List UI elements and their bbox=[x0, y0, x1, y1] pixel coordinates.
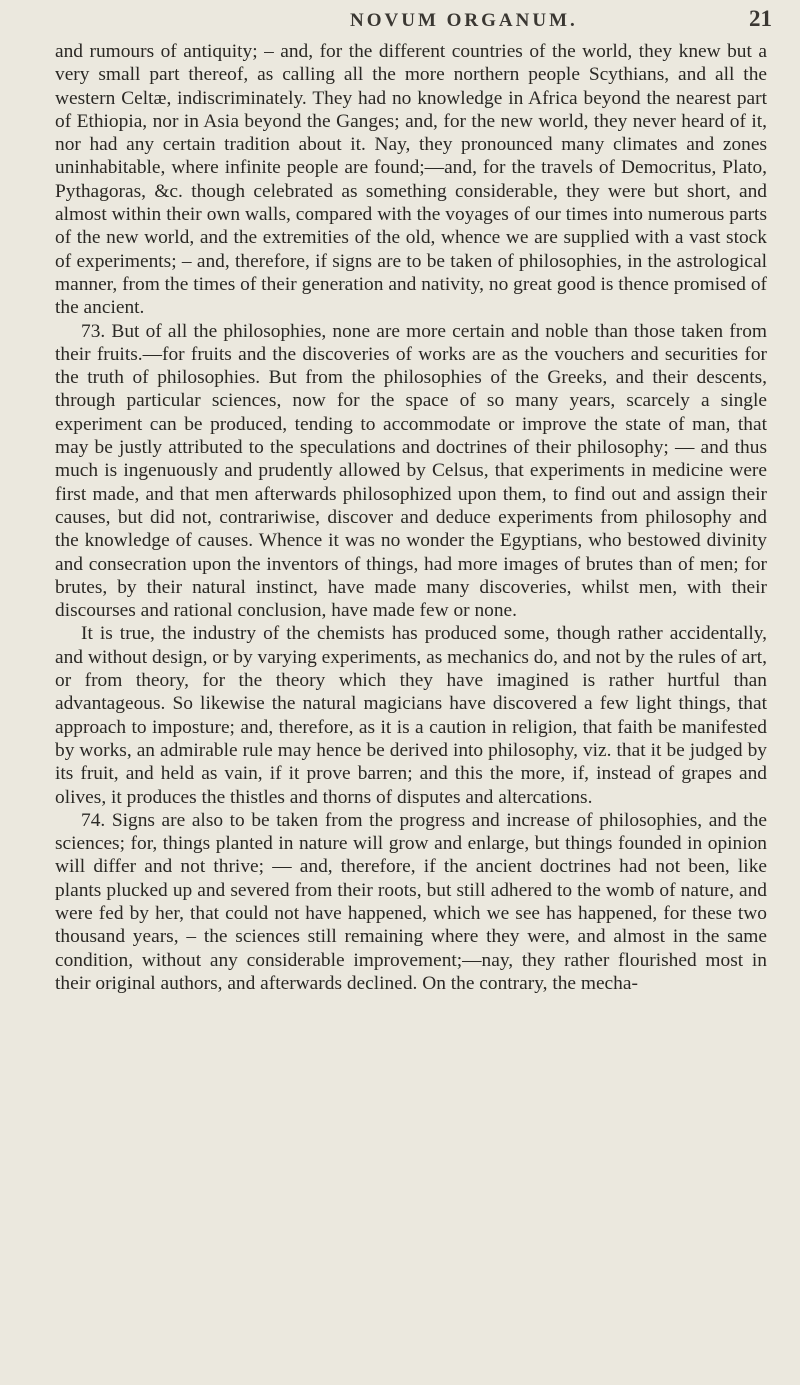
paragraph-continuation: and rumours of antiquity; – and, for the different countries of the world, they knew but a very small part thereof, as calling all the more northern people Scythians, and all the western Celtæ, indiscriminately. They had no knowledge in Africa beyond the nearest part of Ethiopia, nor in Asia beyond the Ganges; and, for the new world, they never heard of it, nor had any certain tradition about it. Nay, they pronounced many climates and zones uninhabitable, where infinite people are found;—and, for the travels of Democritus, Plato, Pythagoras, &c. though celebrated as something considerable, they were but short, and almost within their own walls, compared with the voyages of our times into numerous parts of the new world, and the extremities of the old, whence we are supplied with a vast stock of experiments; – and, therefore, if signs are to be taken of philosophies, in the astrological manner, from the times of their generation and nativity, no great good is thence promised of the ancient. bbox=[55, 41, 767, 319]
body-text bbox=[55, 40, 767, 995]
running-head: NOVUM ORGANUM. bbox=[350, 10, 578, 31]
paragraph-chemists: It is true, the industry of the chemists has produced some, though rather accidentally, and without design, or by varying experiments, as mechanics do, and not by the rules of art, or from theory, for the theory which they have imagined is rather hurtful than advantageous. So likewise the natural magicians have discovered a few light things, that approach to imposture; and, therefore, as it is a caution in religion, that faith be manifested by works, an admirable rule may hence be derived into philosophy, viz. that it be judged by its fruit, and held as vain, if it prove barren; and this the more, if, instead of grapes and olives, it produces the thistles and thorns of disputes and altercations. bbox=[55, 623, 767, 808]
paragraph-74: 74. Signs are also to be taken from the progress and increase of philosophies, and the sciences; for, things planted in nature will grow and enlarge, but things founded in opinion will differ and not thrive; — and, therefore, if the ancient doctrines had not been, like plants plucked up and severed from their roots, but still adhered to the womb of nature, and were fed by her, that could not have happened, which we see has happened, for these two thousand years, – the sciences still remaining where they were, and almost in the same condition, without any considerable improvement;—nay, they rather flourished most in their original authors, and afterwards declined. On the contrary, the mecha- bbox=[55, 809, 767, 994]
paragraph-73: 73. But of all the philosophies, none are more certain and noble than those taken from their fruits.—for fruits and the discoveries of works are as the vouchers and securities for the truth of philosophies. But from the philosophies of the Greeks, and their descents, through particular sciences, now for the space of so many years, scarcely a single experiment can be produced, tending to accommodate or improve the state of man, that may be justly attributed to the speculations and doctrines of their philosophy; — and thus much is ingenuously and prudently allowed by Celsus, that experiments in medicine were first made, and that men afterwards philosophized upon them, to find out and assign their causes, but did not, contrariwise, discover and deduce experiments from philosophy and the knowledge of causes. Whence it was no wonder the Egyptians, who bestowed divinity and consecration upon the inventors of things, had more images of brutes than of men; for brutes, by their natural instinct, have made many discoveries, whilst men, with their discourses and rational conclusion, have made few or none. bbox=[55, 320, 767, 622]
page-number: 21 bbox=[749, 6, 772, 31]
page-header bbox=[0, 6, 800, 36]
